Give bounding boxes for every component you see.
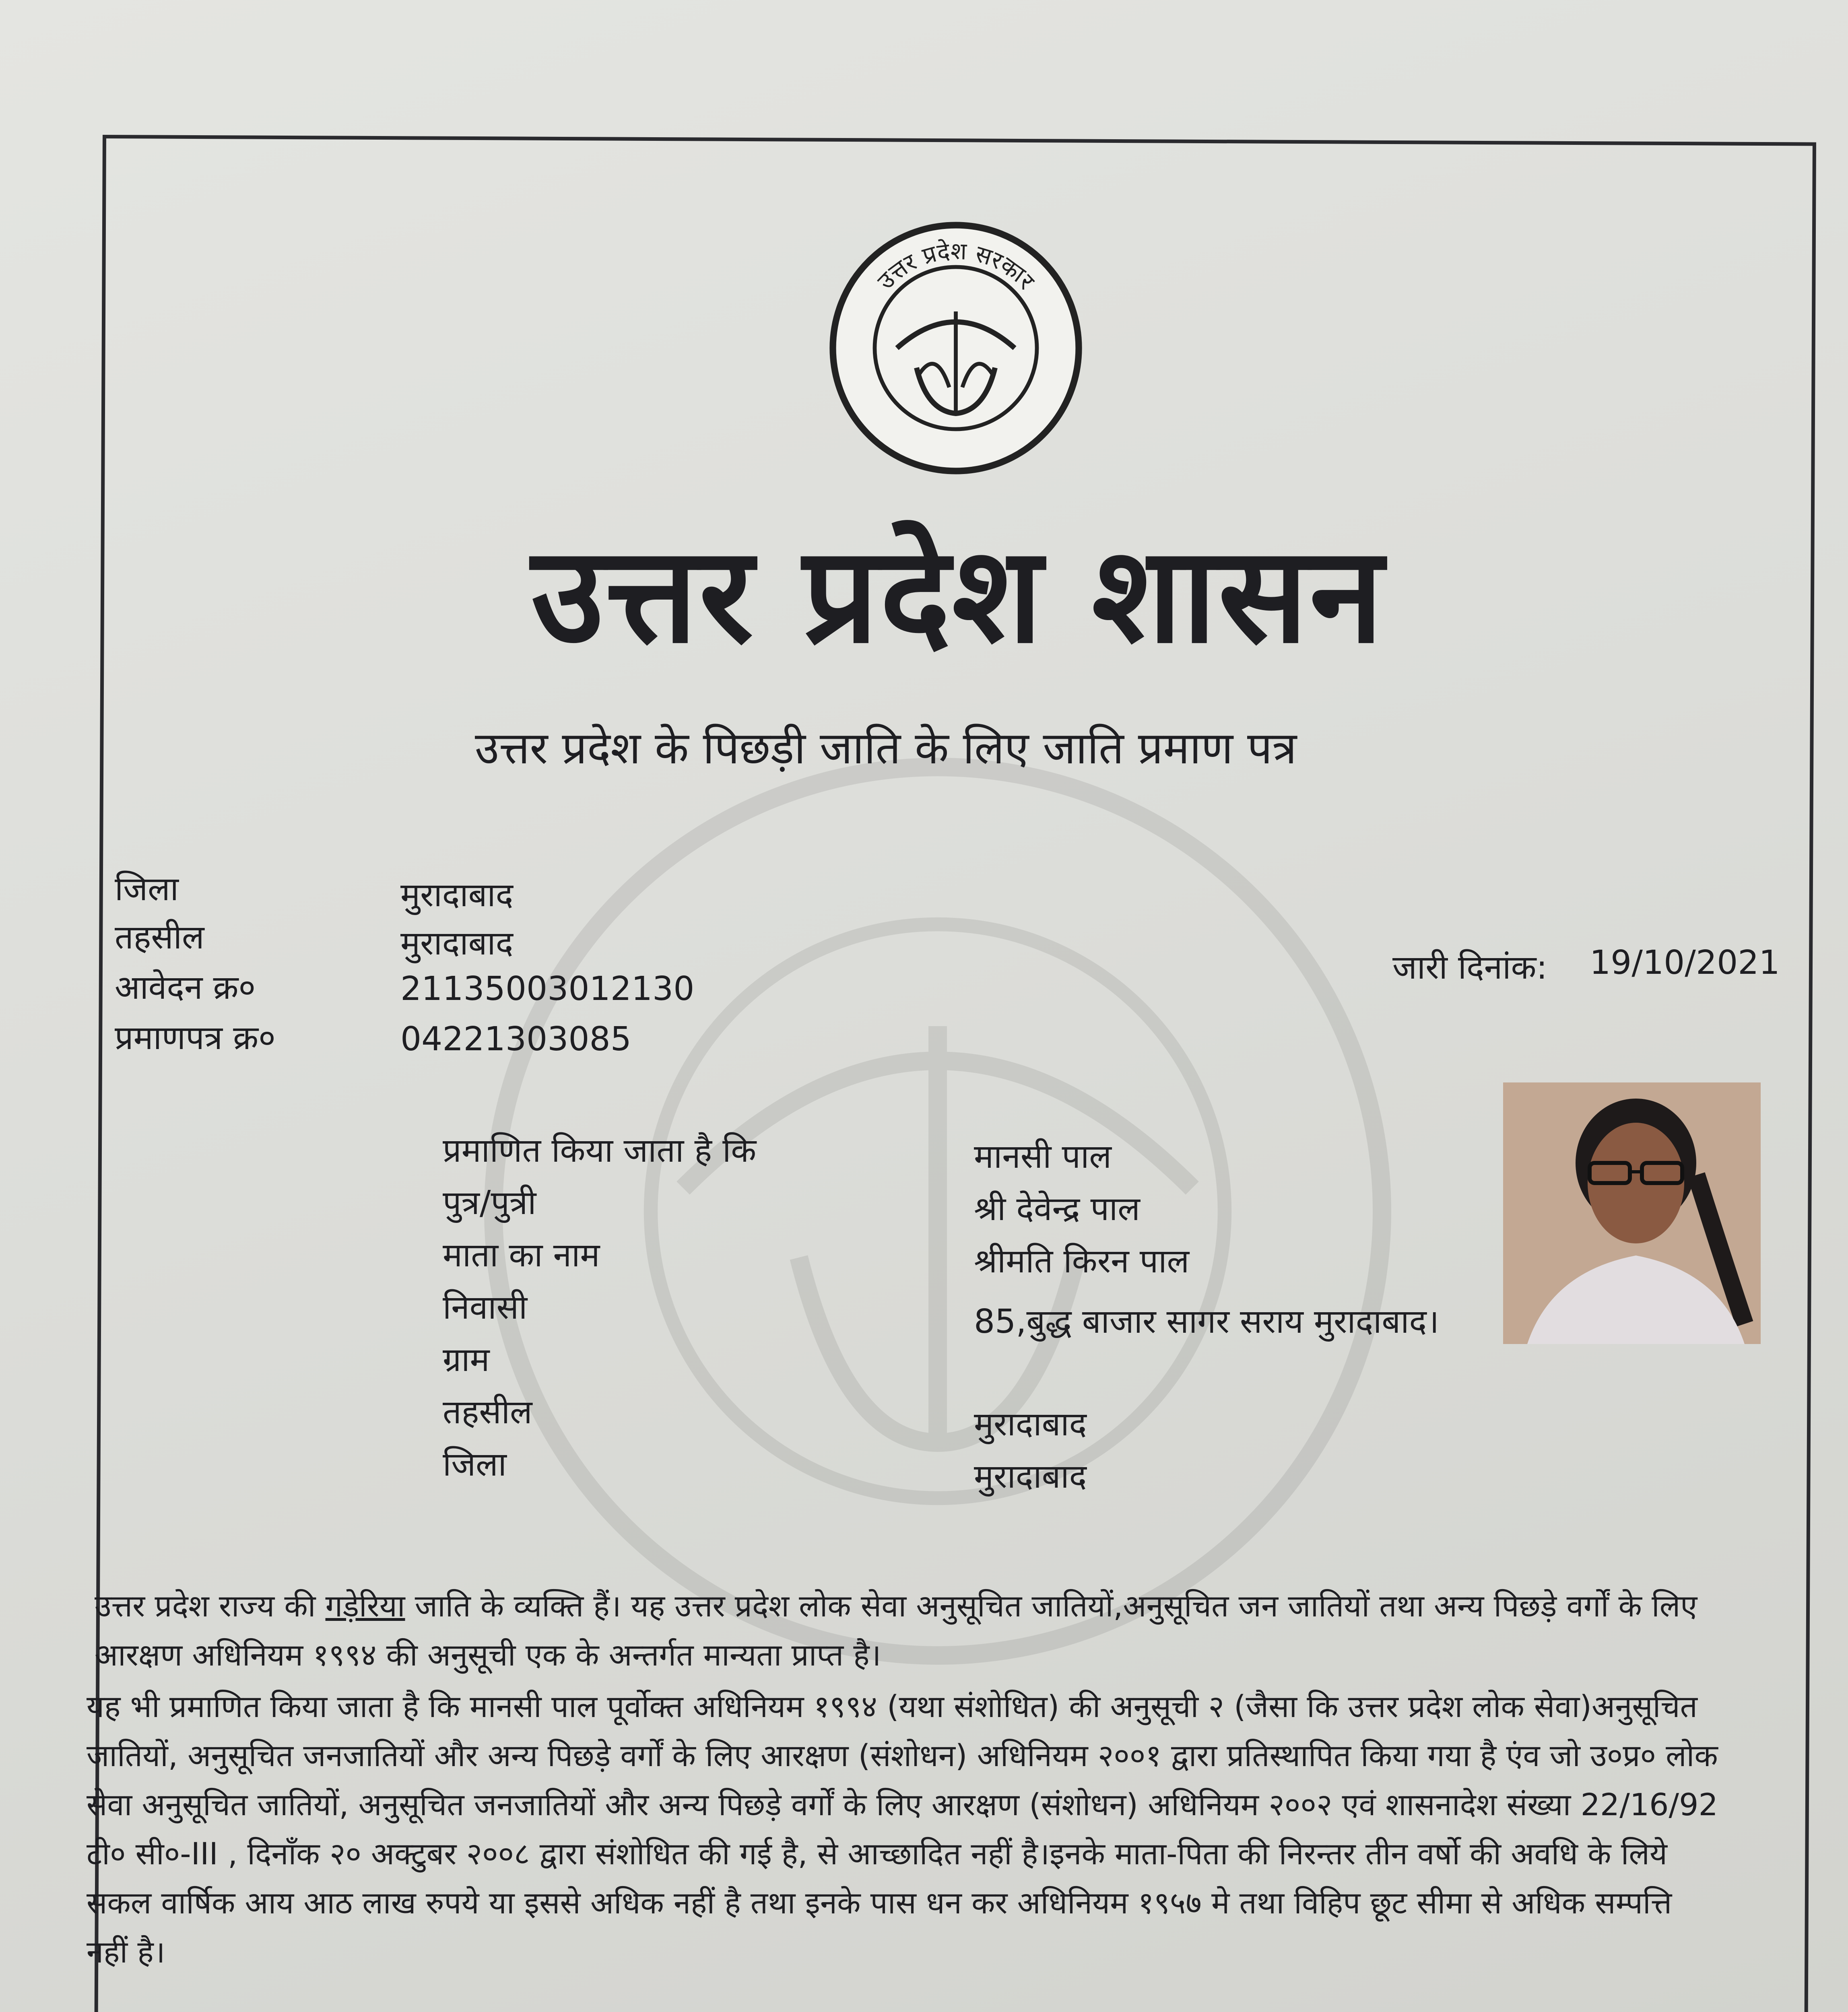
application-no-label: आवेदन क्र०	[115, 969, 256, 1007]
tehsil-label-2: तहसील	[443, 1393, 532, 1431]
resident-label: निवासी	[443, 1288, 528, 1327]
certificate-no-value: 04221303085	[400, 1020, 631, 1058]
applicant-photo	[1503, 1082, 1761, 1344]
father-name: श्री देवेन्द्र पाल	[974, 1190, 1140, 1228]
certificate-subtitle: उत्तर प्रदेश के पिछड़ी जाति के लिए जाति प्रमाण पत्र	[475, 722, 1297, 774]
tehsil-value-2: मुरादाबाद	[974, 1405, 1087, 1443]
district-value-2: मुरादाबाद	[974, 1457, 1087, 1496]
application-no-value: 21135003012130	[400, 970, 695, 1008]
district-label-2: जिला	[443, 1445, 507, 1484]
emblem-text: उत्तर प्रदेश सरकार	[872, 237, 1040, 295]
caste-name: गड़ेरिया	[325, 1588, 405, 1624]
watermark-emblem	[475, 748, 1400, 1674]
tehsil-label: तहसील	[115, 918, 204, 957]
parent-label: पुत्र/पुत्री	[443, 1184, 536, 1222]
issue-date-label: जारी दिनांक:	[1392, 948, 1548, 987]
mother-name: श्रीमति किरन पाल	[974, 1242, 1190, 1280]
certificate-no-label: प्रमाणपत्र क्र०	[115, 1019, 276, 1057]
mother-label: माता का नाम	[443, 1236, 600, 1274]
resident-address: 85,बुद्ध बाजार सागर सराय मुरादाबाद।	[974, 1303, 1440, 1341]
issue-date-value: 19/10/2021	[1590, 944, 1780, 982]
page-title: उत्तर प्रदेश शासन	[531, 518, 1385, 672]
district-value: मुरादाबाद	[400, 876, 514, 914]
district-label: जिला	[115, 870, 179, 908]
candidate-name: मानसी पाल	[974, 1138, 1112, 1176]
certification-paragraph: यह भी प्रमाणित किया जाता है कि मानसी पाल पूर्वोक्त अधिनियम १९९४ (यथा संशोधित) की अनुसूची २ (जैसा कि उत्तर प्रदेश लोक सेवा)अनुसूचित जातियों, अनुसूचित जनजातियों और अन्य पिछड़े वर्गों के लिए आरक्षण (संशोधन) अधिनियम २००१ द्वारा प्रतिस्थापित किया गया है एंव जो उ०प्र० लोक सेवा अनुसूचित जातियों, अनुसूचित जनजातियों और अन्य पिछड़े वर्गों के लिए आरक्षण (संशोधन) अधिनियम २००२ एवं शासनादेश संख्या 22/16/92 टी० सी०-III , दिनाँक २० अक्टुबर २००८ द्वारा संशोधित की गई है, से आच्छादित नहीं है।इनके माता-पिता की निरन्तर तीन वर्षो की अवधि के लिये सकल वार्षिक आय आठ लाख रुपये या इससे अधिक नहीं है तथा इनके पास धन कर अधिनियम १९५७ मे तथा विहिप छूट सीमा से अधिक सम्पत्ति नहीं है।	[87, 1688, 1718, 1970]
caste-paragraph: उत्तर प्रदेश राज्य की गड़ेरिया जाति के व्यक्ति हैं। यह उत्तर प्रदेश लोक सेवा अनुसूचित जातियों,अनुसूचित जन जातियों तथा अन्य पिछड़े वर्गों के लिए आरक्षण अधिनियम १९९४ की अनुसूची एक के अन्तर्गत मान्यता प्राप्त है।	[95, 1588, 1697, 1673]
certify-label: प्रमाणित किया जाता है कि	[443, 1132, 757, 1170]
village-label: ग्राम	[443, 1341, 490, 1379]
tehsil-value: मुरादाबाद	[400, 924, 514, 963]
up-government-emblem	[825, 217, 1087, 479]
